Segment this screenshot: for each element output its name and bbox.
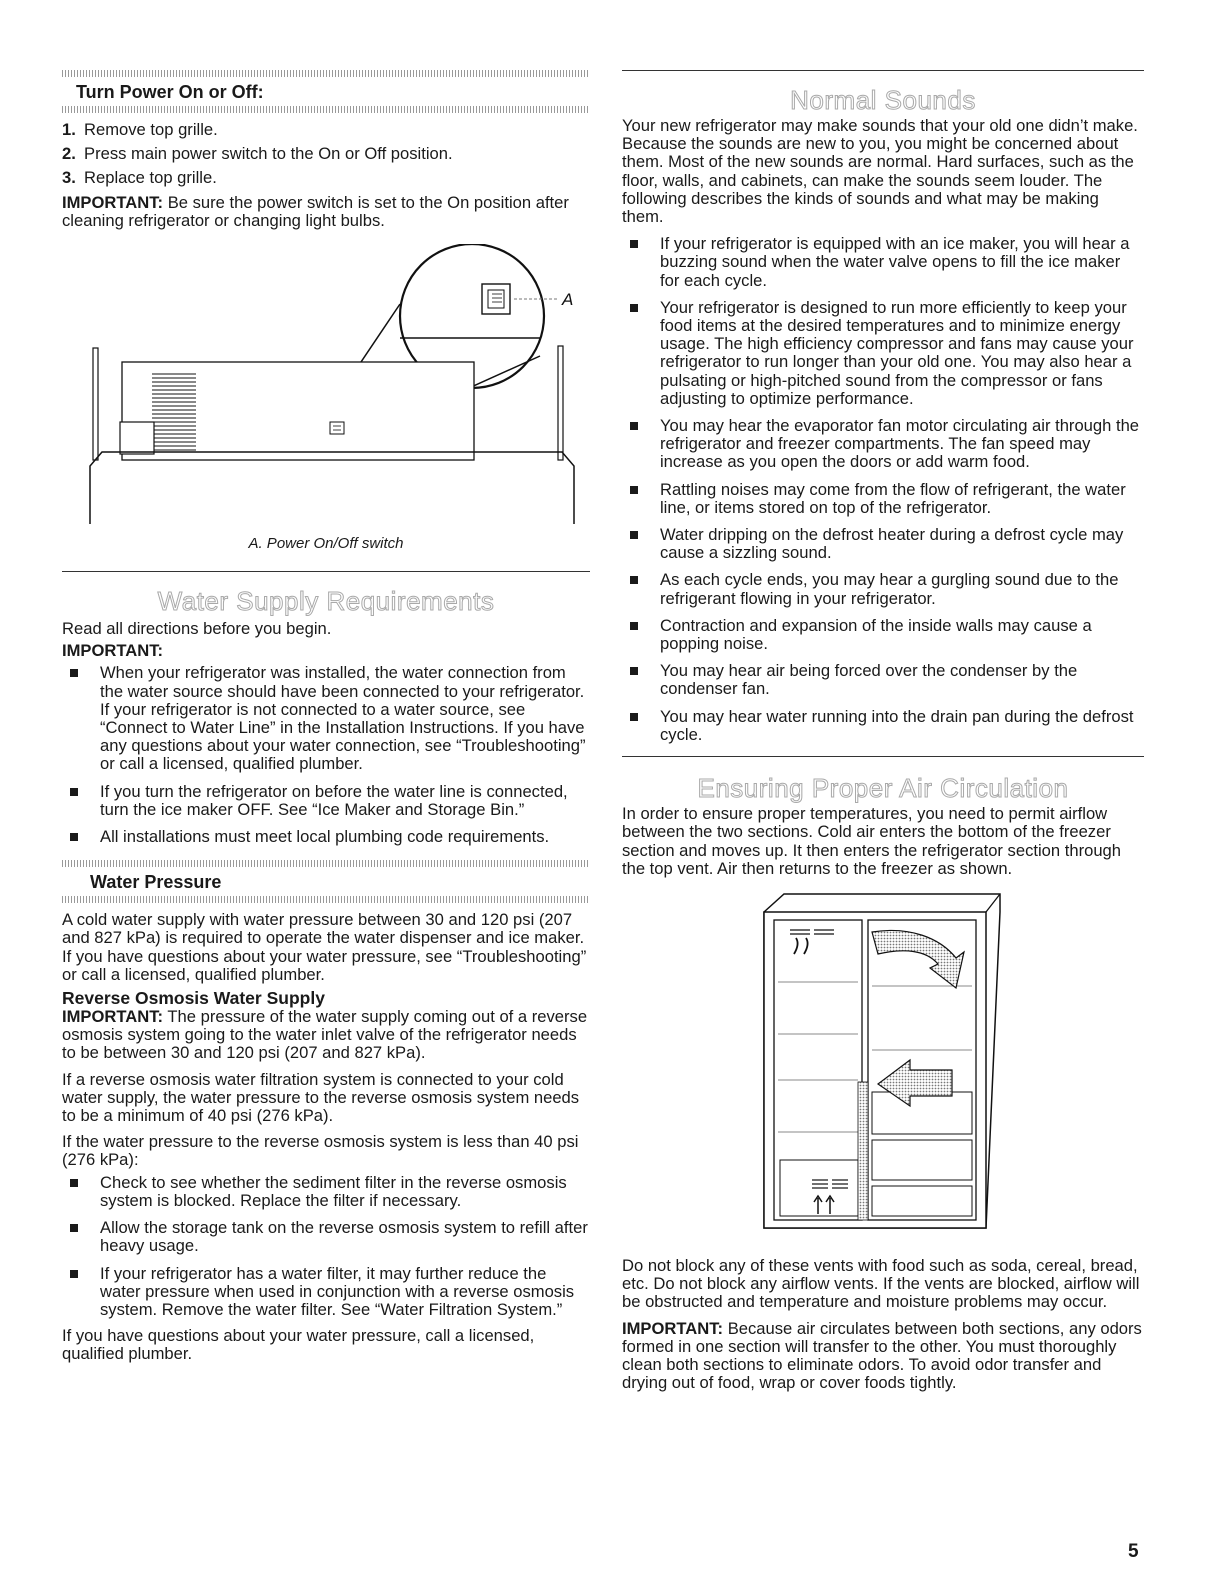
pressure-text: A cold water supply with water pressure between 30 and 120 psi (207 and 827 kPa) is required to operate the water dispenser and ice maker. If you have questions about your water pressure, see “Troubleshooting” or call a licensed, qualified plumber. bbox=[62, 910, 587, 984]
ro-closing: If you have questions about your water pressure, call a licensed, qualified plumber. bbox=[62, 1326, 535, 1364]
list-item: When your refrigerator was installed, the water connection from the water source should have been connected to your refrigerator. If your refrigerator is not connected to a water source, see “Connect to Water Line” in the Installation Instructions. If you have any questions about your water connection, see “Troubleshooting” or call a licensed, qualified plumber. bbox=[62, 664, 590, 773]
hatch-rule bbox=[62, 106, 590, 113]
water-supply-heading: Water Supply Requirements bbox=[157, 586, 495, 617]
list-item: Rattling noises may come from the flow of refrigerant, the water line, or items stored on top of the refrigerator. bbox=[622, 481, 1144, 517]
list-item: As each cycle ends, you may hear a gurgling sound due to the refrigerant flowing in your refrigerator. bbox=[622, 571, 1144, 607]
bullet-icon bbox=[70, 669, 78, 677]
section-divider bbox=[622, 756, 1144, 757]
power-steps bbox=[62, 121, 590, 188]
bullet-icon bbox=[630, 304, 638, 312]
ro-important: IMPORTANT: The pressure of the water supply coming out of a reverse osmosis system going to the water inlet valve of the refrigerator needs to be between 30 and 120 psi (207 and 827 kPa). bbox=[62, 1007, 588, 1063]
air-circulation-figure bbox=[760, 892, 1144, 1239]
ro-list bbox=[62, 1174, 590, 1319]
bullet-icon bbox=[630, 486, 638, 494]
section-divider bbox=[62, 571, 590, 572]
list-item: You may hear the evaporator fan motor circulating air through the refrigerator and freezer compartments. The fan speed may increase as you open the doors or add warm food. bbox=[622, 417, 1144, 472]
refrigerator-airflow-illustration bbox=[760, 892, 1002, 1234]
list-item: 1. Remove top grille. bbox=[62, 120, 218, 139]
list-item: 3. Replace top grille. bbox=[62, 168, 217, 188]
list-item: 2. Press main power switch to the On or Off position. bbox=[62, 144, 453, 164]
hatch-rule bbox=[62, 70, 590, 77]
bullet-icon bbox=[630, 667, 638, 675]
list-item: You may hear water running into the drain pan during the defrost cycle. bbox=[622, 708, 1144, 744]
water-supply-list bbox=[62, 664, 590, 846]
hatch-rule bbox=[62, 896, 590, 903]
section-divider bbox=[622, 70, 1144, 71]
bullet-icon bbox=[630, 422, 638, 430]
bullet-icon bbox=[70, 833, 78, 841]
sounds-list bbox=[622, 235, 1144, 744]
power-switch-figure bbox=[62, 244, 590, 553]
list-item: If your refrigerator has a water filter, it may further reduce the water pressure when used in conjunction with a reverse osmosis system. Remove the water filter. See “Water Filtration System.” bbox=[62, 1265, 590, 1320]
bullet-icon bbox=[70, 1179, 78, 1187]
list-item: Your refrigerator is designed to run more efficiently to keep your food items at the desired temperatures and to minimize energy usage. The high efficiency compressor and fans may cause your refrigerator to run longer than your old one. You may also hear a pulsating or high-pitched sound from the compressor or fans adjusting to optimize performance. bbox=[622, 299, 1144, 408]
callout-a: A bbox=[562, 290, 574, 310]
bullet-icon bbox=[70, 788, 78, 796]
left-column bbox=[62, 70, 590, 1364]
refrigerator-top-illustration bbox=[62, 244, 590, 524]
ro-para2: If a reverse osmosis water filtration system is connected to your cold water supply, the water pressure to the reverse osmosis system needs to be a minimum of 40 psi (276 kPa). bbox=[62, 1069, 580, 1126]
bullet-icon bbox=[630, 713, 638, 721]
power-important: IMPORTANT: Be sure the power switch is set to the On position after cleaning refrigerator or changing light bulbs. bbox=[62, 192, 569, 230]
bullet-icon bbox=[630, 622, 638, 630]
list-item: All installations must meet local plumbing code requirements. bbox=[62, 828, 590, 846]
pressure-heading: Water Pressure bbox=[90, 872, 222, 893]
air-para2: Do not block any of these vents with food such as soda, cereal, bread, etc. Do not block any airflow vents. If the vents are blocked, airflow will be obstructed and temperature and moisture problems may occur. bbox=[622, 1255, 1140, 1312]
ro-heading: Reverse Osmosis Water Supply bbox=[62, 988, 325, 1009]
list-item: Allow the storage tank on the reverse osmosis system to refill after heavy usage. bbox=[62, 1219, 590, 1255]
page-number: 5 bbox=[1128, 1541, 1139, 1562]
list-item: Contraction and expansion of the inside walls may cause a popping noise. bbox=[622, 617, 1144, 653]
sounds-heading: Normal Sounds bbox=[790, 85, 976, 115]
bullet-icon bbox=[630, 531, 638, 539]
hatch-rule bbox=[62, 860, 590, 867]
list-item: You may hear air being forced over the condenser by the condenser fan. bbox=[622, 662, 1144, 698]
figure-caption: A. Power On/Off switch bbox=[248, 535, 404, 553]
right-column bbox=[622, 70, 1144, 1392]
power-heading: Turn Power On or Off: bbox=[76, 82, 264, 102]
air-intro: In order to ensure proper temperatures, you need to permit airflow between the two sections. Cold air enters the bottom of the freezer section and moves up. It then enters the refrigerator section through the top vent. Air then returns to the freezer as shown. bbox=[622, 804, 1122, 878]
bullet-icon bbox=[70, 1270, 78, 1278]
list-item: Check to see whether the sediment filter in the reverse osmosis system is blocked. Replace the filter if necessary. bbox=[62, 1174, 590, 1210]
water-supply-intro: Read all directions before you begin. bbox=[62, 619, 332, 639]
list-item: If your refrigerator is equipped with an ice maker, you will hear a buzzing sound when the water valve opens to fill the ice maker for each cycle. bbox=[622, 235, 1144, 290]
bullet-icon bbox=[630, 240, 638, 248]
air-important: IMPORTANT: Because air circulates between both sections, any odors formed in one section will transfer to the other. You must thoroughly clean both sections to eliminate odors. To avoid odor transfer and drying out of food, wrap or cover foods tightly. bbox=[622, 1318, 1142, 1393]
ro-para3: If the water pressure to the reverse osmosis system is less than 40 psi (276 kPa): bbox=[62, 1132, 579, 1170]
sounds-intro: Your new refrigerator may make sounds that your old one didn’t make. Because the sounds are new to you, you might be concerned about them. Most of the new sounds are normal. Hard surfaces, such as the floor, walls, and cabinets, can make the sounds seem louder. The following describes the kinds of sounds and what may be making them. bbox=[622, 116, 1138, 227]
air-heading: Ensuring Proper Air Circulation bbox=[697, 773, 1069, 804]
bullet-icon bbox=[70, 1224, 78, 1232]
list-item: Water dripping on the defrost heater during a defrost cycle may cause a sizzling sound. bbox=[622, 526, 1144, 562]
water-supply-important: IMPORTANT: bbox=[62, 641, 164, 661]
list-item: If you turn the refrigerator on before the water line is connected, turn the ice maker OFF. See “Ice Maker and Storage Bin.” bbox=[62, 783, 590, 819]
bullet-icon bbox=[630, 576, 638, 584]
